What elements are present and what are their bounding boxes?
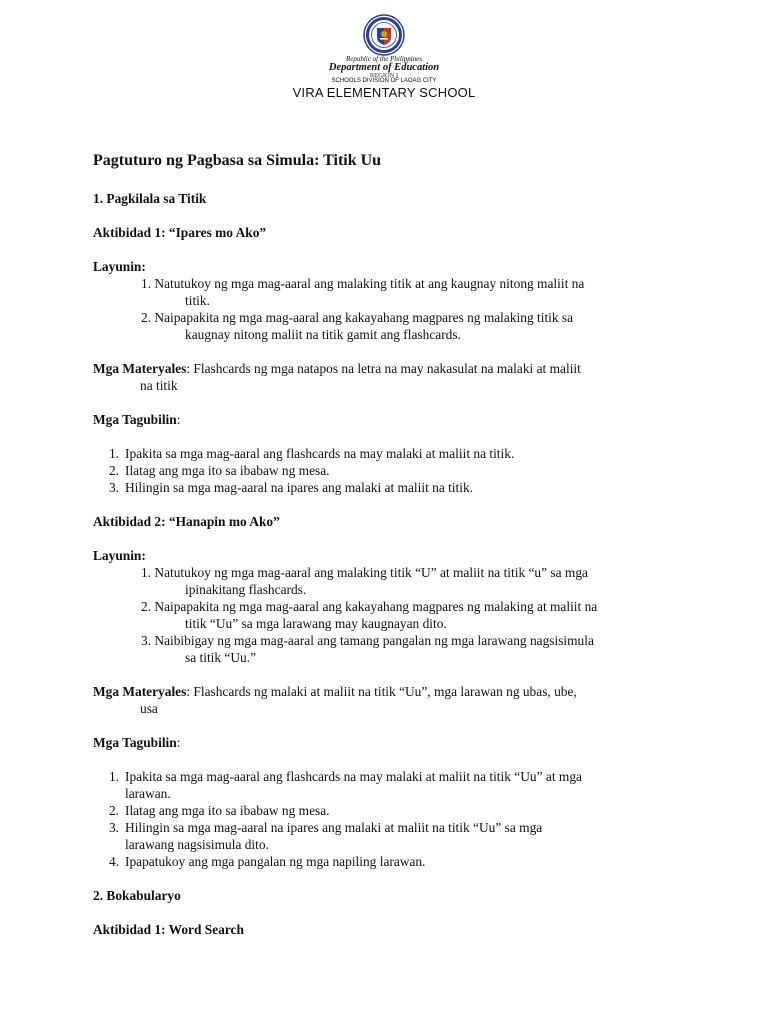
materials-paragraph: Mga Materyales: Flashcards ng malaki at maliit na titik “Uu”, mga larawan ng ubas, ube, usa [93,684,577,716]
header-republic: Republic of the Philippines [345,55,422,63]
section-heading: 1. Pagkilala sa Titik [93,191,207,206]
list-item: 3. Hilingin sa mga mag-aaral na ipares ang malaki at maliit na titik. [108,480,474,495]
materials-label: Mga Materyales [93,361,187,376]
activity-title: Aktibidad 2: “Hanapin mo Ako” [93,514,280,529]
section-heading: 2. Bokabularyo [93,888,181,903]
instructions-list [93,768,683,870]
instructions-list [93,445,683,496]
list-item: 1. Ipakita sa mga mag-aaral ang flashcards na may malaki at maliit na titik “Uu” at mga larawan. [108,769,582,801]
activity-title: Aktibidad 1: “Ipares mo Ako” [93,225,267,240]
instructions-label: Mga Tagubilin: [93,735,181,750]
materials-paragraph: Mga Materyales: Flashcards ng mga natapos na letra na may nakasulat na malaki at maliit na titik [93,361,581,393]
layunin-label: Layunin: [93,548,146,563]
materials-label: Mga Materyales [93,684,187,699]
document-body [93,151,683,938]
list-item: 2. Ilatag ang mga ito sa ibabaw ng mesa. [108,803,330,818]
list-item: 2. Ilatag ang mga ito sa ibabaw ng mesa. [108,463,330,478]
list-item: 1. Ipakita sa mga mag-aaral ang flashcards na may malaki at maliit na titik. [108,446,515,461]
header-division: SCHOOLS DIVISION OF LAOAG CITY [331,78,437,84]
activity-title: Aktibidad 1: Word Search [93,922,244,937]
header-department: Department of Education [328,62,440,73]
objective-item: 2. Naipapakita ng mga mag-aaral ang kakayahang magpares ng malaking titik sa kaugnay nitong maliit na titik gamit ang flashcards. [141,310,574,342]
list-item: 4. Ipapatukoy ang mga pangalan ng mga napiling larawan. [108,854,426,869]
objective-item: 1. Natutukoy ng mga mag-aaral ang malaking titik at ang kaugnay nitong maliit na titik. [141,276,585,308]
document-title: Pagtuturo ng Pagbasa sa Simula: Titik Uu [93,152,382,169]
objective-item: 3. Naibibigay ng mga mag-aaral ang tamang pangalan ng mga larawang nagsisimula sa titik “Uu.” [141,633,594,665]
list-item: 3. Hilingin sa mga mag-aaral na ipares ang malaki at maliit na titik “Uu” sa mga larawang nagsisimula dito. [108,820,543,852]
header-school-name: VIRA ELEMENTARY SCHOOL [292,85,476,100]
objective-item: 1. Natutukoy ng mga mag-aaral ang malaking titik “U” at maliit na titik “u” sa mga ipinakitang flashcards. [141,565,588,597]
objective-item: 2. Naipapakita ng mga mag-aaral ang kakayahang magpares ng malaking at maliit na titik “Uu” sa mga larawang may kaugnayan dito. [141,599,598,631]
layunin-label: Layunin: [93,259,146,274]
deped-seal-icon [363,14,405,56]
instructions-label: Mga Tagubilin: [93,412,181,427]
header-region: REGION I [369,72,399,79]
